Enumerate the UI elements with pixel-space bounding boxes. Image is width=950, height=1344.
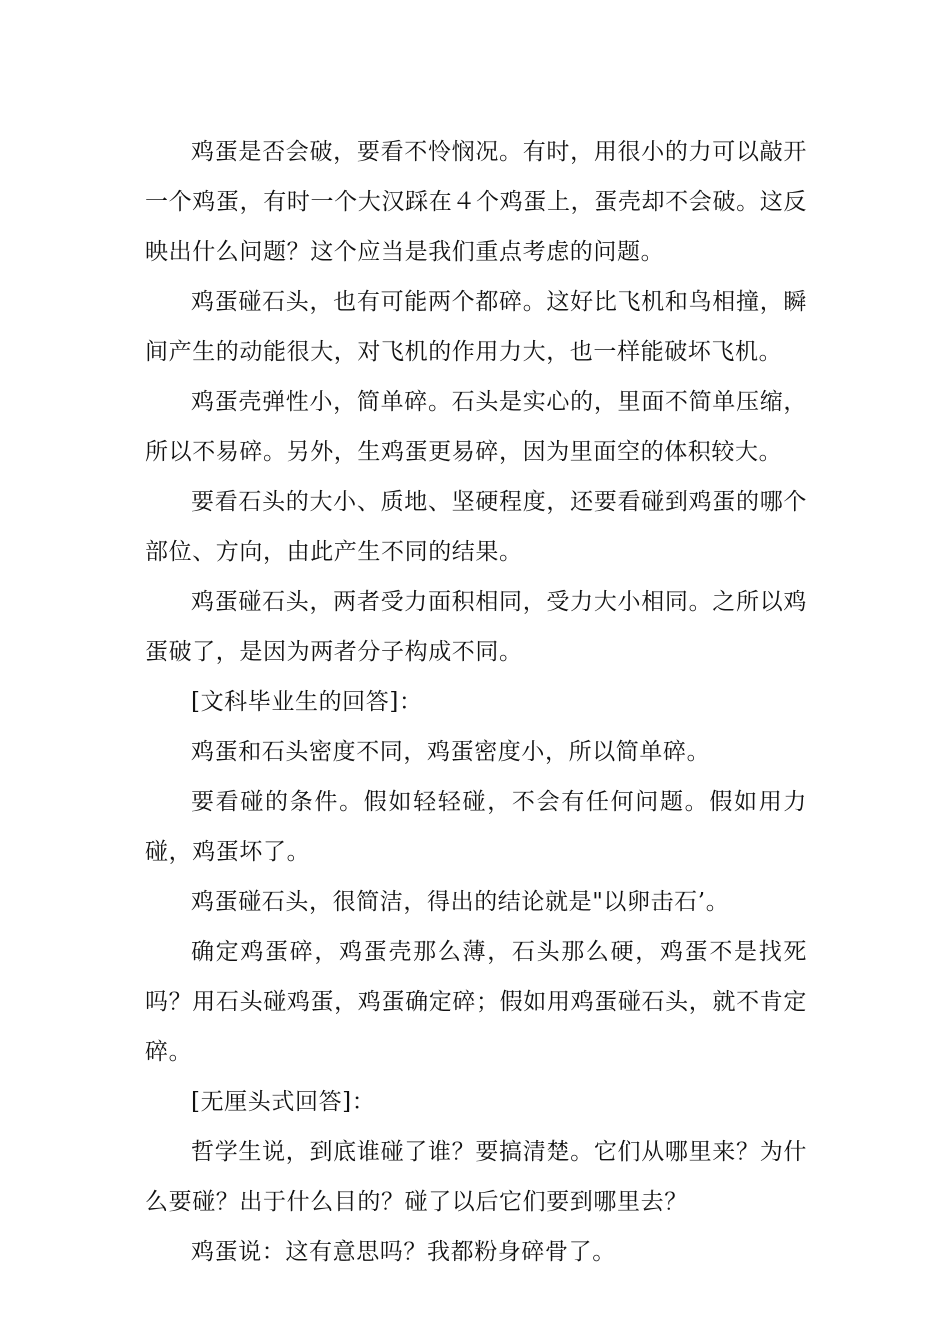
paragraph: 确定鸡蛋碎，鸡蛋壳那么薄，石头那么硬，鸡蛋不是找死吗？用石头碰鸡蛋，鸡蛋确定碎；假如用鸡蛋碰石头，就不肯定碎。 [145,939,807,1065]
section-heading-liberal-arts-answer: [文科毕业生的回答]： [191,689,423,715]
paragraph: 要看石头的大小、质地、坚硬程度，还要看碰到鸡蛋的哪个部位、方向，由此产生不同的结果。 [145,489,807,565]
paragraph: 鸡蛋和石头密度不同，鸡蛋密度小，所以简单碎。 [191,739,711,765]
paragraph: 鸡蛋说：这有意思吗？我都粉身碎骨了。 [191,1239,616,1265]
paragraph: 要看碰的条件。假如轻轻碰，不会有任何问题。假如用力碰，鸡蛋坏了。 [145,789,807,865]
section-heading-nonsense-answer: [无厘头式回答]： [191,1089,376,1115]
paragraph: 鸡蛋壳弹性小，简单碎。石头是实心的，里面不简单压缩，所以不易碎。另外，生鸡蛋更易碎，因为里面空的体积较大。 [145,389,807,465]
paragraph: 鸡蛋是否会破，要看不怜悯况。有时，用很小的力可以敲开一个鸡蛋，有时一个大汉踩在４个鸡蛋上，蛋壳却不会破。这反映出什么问题？这个应当是我们重点考虑的问题。 [145,139,807,265]
paragraph: 鸡蛋碰石头，两者受力面积相同，受力大小相同。之所以鸡蛋破了，是因为两者分子构成不同。 [145,589,807,665]
paragraph: 哲学生说，到底谁碰了谁？要搞清楚。它们从哪里来？为什么要碰？出于什么目的？碰了以后它们要到哪里去？ [145,1139,807,1215]
paragraph: 鸡蛋碰石头，也有可能两个都碎。这好比飞机和鸟相撞，瞬间产生的动能很大，对飞机的作用力大，也一样能破坏飞机。 [145,289,807,365]
paragraph: 鸡蛋碰石头，很简洁，得出的结论就是"以卵击石’。 [191,889,730,915]
document-body [145,127,807,1277]
